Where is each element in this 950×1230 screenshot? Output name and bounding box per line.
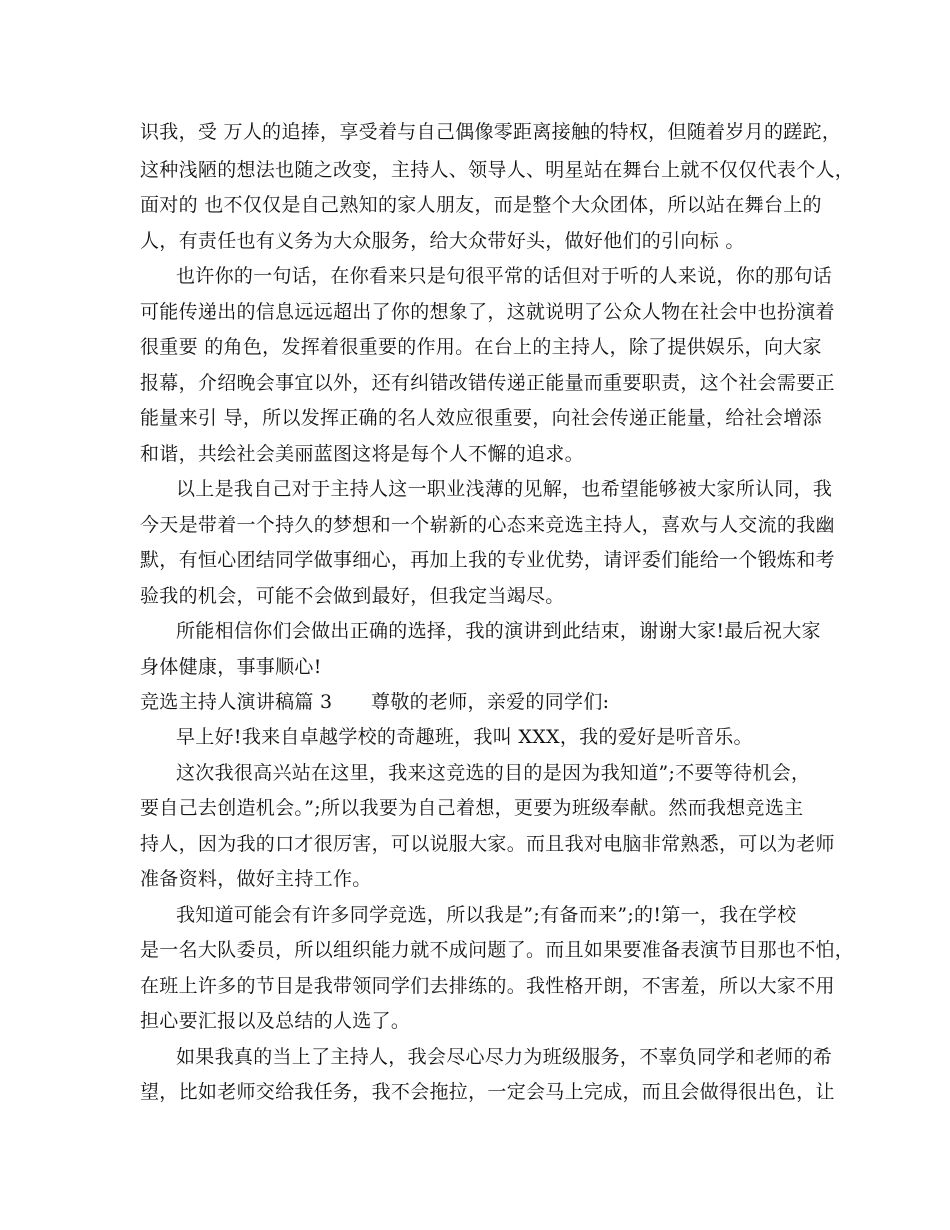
- section-heading: 竞选主持人演讲稿篇 3 尊敬的老师，亲爱的同学们:: [140, 691, 610, 713]
- text-line: 担心要汇报以及总结的人选了。: [140, 1010, 411, 1032]
- text-line: 今天是带着一个持久的梦想和一个崭新的心态来竞选主持人，喜欢与人交流的我幽: [140, 514, 835, 536]
- text-line: 我知道可能会有许多同学竞选，所以我是”;有备而来”;的!第一，我在学校: [176, 904, 797, 926]
- text-line: 是一名大队委员，所以组织能力就不成问题了。而且如果要准备表演节目那也不怕，: [140, 939, 855, 961]
- text-line: 可能传递出的信息远远超出了你的想象了，这就说明了公众人物在社会中也扮演着: [140, 301, 835, 323]
- text-line: 持人，因为我的口才很厉害，可以说服大家。而且我对电脑非常熟悉，可以为老师: [140, 833, 835, 855]
- text-line: 也许你的一句话，在你看来只是句很平常的话但对于听的人来说，你的那句话: [176, 265, 833, 287]
- text-line: 如果我真的当上了主持人，我会尽心尽力为班级服务，不辜负同学和老师的希: [176, 1046, 833, 1068]
- text-line: 所能相信你们会做出正确的选择，我的演讲到此结束，谢谢大家!最后祝大家: [176, 620, 821, 642]
- text-line: 识我，受 万人的追捧，享受着与自己偶像零距离接触的特权，但随着岁月的蹉跎，: [140, 121, 842, 143]
- text-line: 身体健康，事事顺心!: [140, 656, 322, 678]
- text-line: 这次我很高兴站在这里，我来这竞选的目的是因为我知道”;不要等待机会，: [176, 762, 811, 784]
- text-line: 以上是我自己对于主持人这一职业浅薄的见解，也希望能够被大家所认同，我: [176, 478, 833, 500]
- text-line: 面对的 也不仅仅是自己熟知的家人朋友，而是整个大众团体，所以站在舞台上的: [140, 194, 822, 216]
- text-line: 望，比如老师交给我任务，我不会拖拉，一定会马上完成，而且会做得很出色，让: [140, 1081, 835, 1103]
- text-line: 准备资料，做好主持工作。: [140, 868, 372, 890]
- text-line: 这种浅陋的想法也随之改变，主持人、领导人、明星站在舞台上就不仅仅代表个人，: [140, 159, 855, 181]
- text-line: 和谐，共绘社会美丽蓝图这将是每个人不懈的追求。: [140, 443, 584, 465]
- text-line: 很重要 的角色，发挥着很重要的作用。在台上的主持人，除了提供娱乐，向大家: [140, 336, 822, 358]
- text-line: 要自己去创造机会。”;所以我要为自己着想，更要为班级奉献。然而我想竞选主: [140, 797, 804, 819]
- text-line: 早上好!我来自卓越学校的奇趣班，我叫 XXX，我的爱好是听音乐。: [176, 726, 753, 748]
- text-line: 默，有恒心团结同学做事细心，再加上我的专业优势，请评委们能给一个锻炼和考: [140, 549, 835, 571]
- text-line: 在班上许多的节目是我带领同学们去排练的。我性格开朗，不害羞，所以大家不用: [140, 975, 835, 997]
- text-line: 验我的机会，可能不会做到最好，但我定当竭尽。: [140, 585, 565, 607]
- text-line: 报幕，介绍晚会事宜以外，还有纠错改错传递正能量而重要职责，这个社会需要正: [140, 372, 835, 394]
- text-line: 能量来引 导，所以发挥正确的名人效应很重要，向社会传递正能量，给社会增添: [140, 407, 822, 429]
- text-line: 人，有责任也有义务为大众服务，给大众带好头，做好他们的引向标 。: [140, 230, 745, 252]
